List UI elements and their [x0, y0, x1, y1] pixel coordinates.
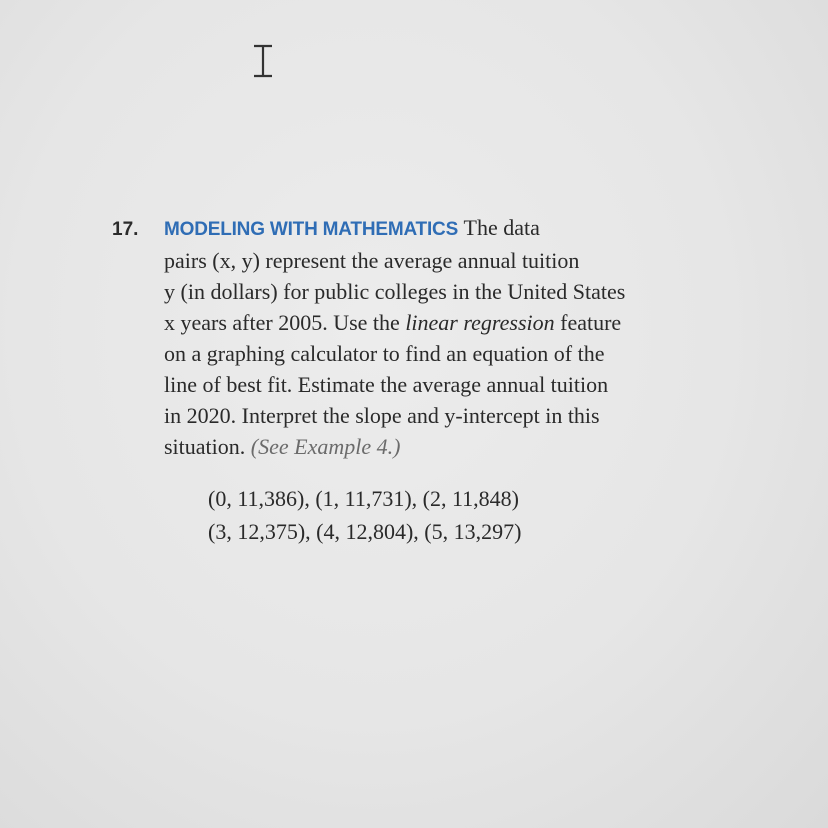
text-line-4 — [164, 307, 724, 338]
text-line-7: in 2020. Interpret the slope and y-intercept in this — [164, 403, 600, 428]
text-line-1-rest: The data — [463, 215, 540, 240]
text-line-1 — [164, 212, 724, 245]
text-line-5: on a graphing calculator to find an equation of the — [164, 341, 605, 366]
data-row-2: (3, 12,375), (4, 12,804), (5, 13,297) — [208, 519, 522, 544]
text-line-2: pairs (x, y) represent the average annual tuition — [164, 248, 580, 273]
text-line-8 — [164, 431, 724, 462]
text-line-6: line of best fit. Estimate the average annual tuition — [164, 372, 609, 397]
linear-regression-term: linear regression — [405, 310, 555, 335]
exercise-number: 17. — [112, 219, 139, 240]
example-reference: (See Example 4.) — [250, 434, 401, 459]
exercise-heading: MODELING WITH MATHEMATICS — [164, 219, 459, 240]
data-row-1: (0, 11,386), (1, 11,731), (2, 11,848) — [208, 486, 520, 511]
text-line-8-start: situation. — [164, 434, 251, 459]
data-pairs — [208, 482, 521, 548]
exercise-text — [164, 212, 724, 462]
text-line-3: y (in dollars) for public colleges in the United States — [164, 279, 626, 304]
text-line-4a: x years after 2005. Use the — [164, 310, 406, 335]
text-cursor-icon — [250, 44, 276, 78]
text-line-4c: feature — [554, 310, 622, 335]
